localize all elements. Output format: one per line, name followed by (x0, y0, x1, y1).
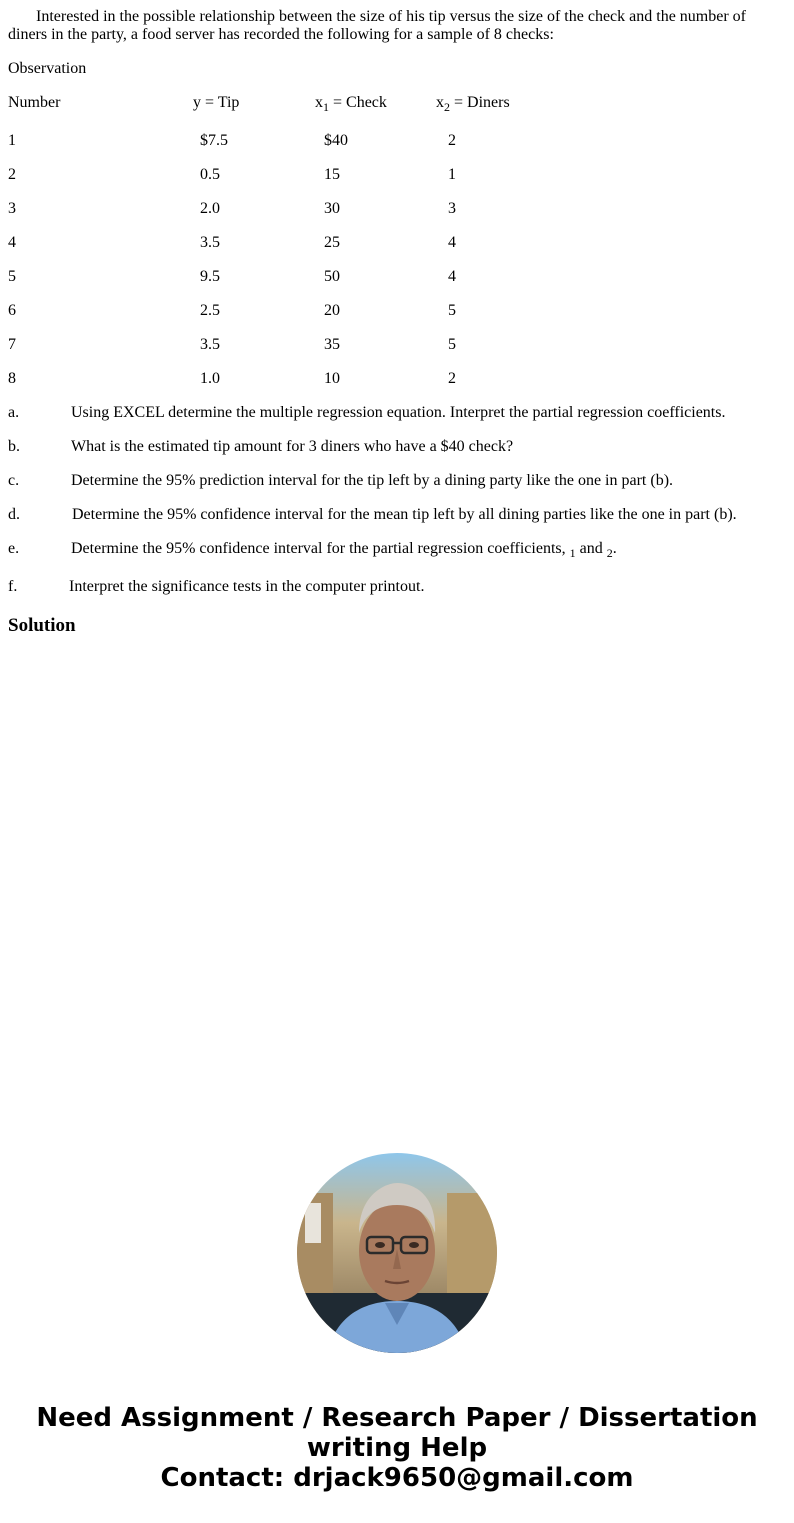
row-check: 25 (324, 234, 340, 251)
row-diners: 1 (448, 166, 456, 183)
row-diners: 4 (448, 268, 456, 285)
row-check: $40 (324, 132, 348, 149)
row-number: 7 (8, 336, 16, 353)
problem-intro: Interested in the possible relationship between the size of his tip versus the size of the check and the number of diners in the party, a food server has recorded the following for a sample of 8 checks: (8, 8, 747, 43)
row-check: 30 (324, 200, 340, 217)
footer-line-1: Need Assignment / Research Paper / Dissertation (36, 1403, 758, 1433)
row-check: 15 (324, 166, 340, 183)
row-tip: 3.5 (200, 234, 220, 251)
row-tip: 2.0 (200, 200, 220, 217)
row-diners: 2 (448, 132, 456, 149)
row-check: 10 (324, 370, 340, 387)
solution-heading: Solution (8, 615, 76, 636)
row-number: 6 (8, 302, 16, 319)
footer-contact-banner (0, 1403, 794, 1493)
row-diners: 5 (448, 336, 456, 353)
row-number: 1 (8, 132, 16, 149)
header-tip: y = Tip (193, 94, 240, 111)
question-label: b. (8, 438, 20, 455)
row-diners: 2 (448, 370, 456, 387)
question-label: f. (8, 578, 18, 595)
question-text: Determine the 95% prediction interval for the tip left by a dining party like the one in part (b). (71, 472, 674, 489)
observation-label: Observation (8, 60, 87, 77)
question-label: c. (8, 472, 20, 489)
question-text: Determine the 95% confidence interval for the partial regression coefficients, $_1$ and $_2$. (71, 540, 617, 560)
question-label: e. (8, 540, 20, 557)
row-number: 5 (8, 268, 16, 285)
row-number: 4 (8, 234, 16, 251)
author-photo-icon (297, 1153, 497, 1353)
row-check: 35 (324, 336, 340, 353)
question-label: a. (8, 404, 20, 421)
footer-line-2: writing Help (306, 1433, 488, 1463)
row-diners: 5 (448, 302, 456, 319)
question-text: Determine the 95% confidence interval for the mean tip left by all dining parties like the one in part (b). (72, 506, 737, 523)
row-tip: 9.5 (200, 268, 220, 285)
question-text: Interpret the significance tests in the computer printout. (69, 578, 425, 595)
row-tip: 3.5 (200, 336, 220, 353)
question-label: d. (8, 506, 20, 523)
author-avatar (297, 1153, 497, 1353)
row-tip: 1.0 (200, 370, 220, 387)
row-diners: 4 (448, 234, 456, 251)
row-number: 3 (8, 200, 16, 217)
row-tip: $7.5 (200, 132, 228, 149)
header-diners: $x_2$ = Diners (436, 94, 510, 114)
row-check: 50 (324, 268, 340, 285)
row-tip: 2.5 (200, 302, 220, 319)
row-check: 20 (324, 302, 340, 319)
row-number: 2 (8, 166, 16, 183)
footer-contact-email: Contact: drjack9650@gmail.com (160, 1463, 634, 1493)
header-number: Number (8, 94, 61, 111)
row-tip: 0.5 (200, 166, 220, 183)
question-text: What is the estimated tip amount for 3 diners who have a $40 check? (71, 438, 514, 455)
header-check: $x_1$ = Check (315, 94, 387, 114)
row-diners: 3 (448, 200, 456, 217)
question-text: Using EXCEL determine the multiple regression equation. Interpret the partial regression coefficients. (71, 404, 726, 421)
row-number: 8 (8, 370, 16, 387)
